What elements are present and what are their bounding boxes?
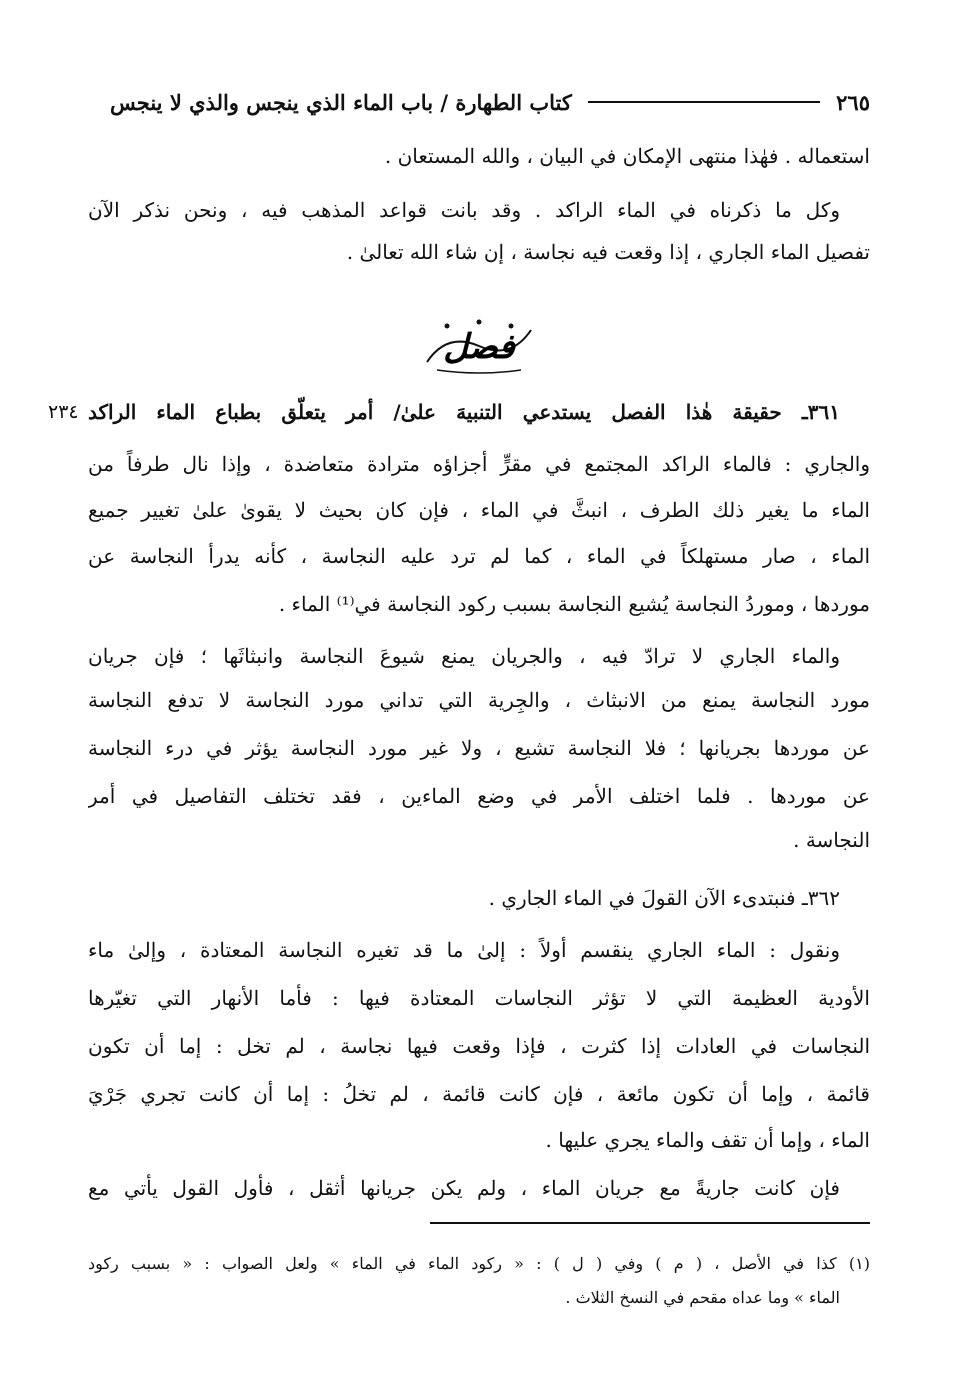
footnote-rule (430, 1222, 870, 1224)
body-line: الماء ، صار مستهلكاً في الماء ، كما لم ترد عليه النجاسة ، كأنه يدرأ النجاسة عن (88, 544, 870, 568)
page-number: ٢٦٥ (836, 89, 870, 115)
body-line: الماء ما يغير ذلك الطرف ، انبثَّ في الماء ، فإن كان بحيث لا يقوىٰ علىٰ تغيير جميع (88, 498, 870, 522)
body-line: الماء ، وإما أن تقف والماء يجري عليها . (545, 1128, 870, 1152)
section-heading: فصل (443, 327, 515, 367)
section-ornament (417, 312, 541, 380)
body-line: تفصيل الماء الجاري ، إذا وقعت فيه نجاسة ، إن شاء الله تعالىٰ . (346, 240, 870, 264)
paragraph-361-line: ٣٦١ـ حقيقة هٰذا الفصل يستدعي التنبيهَ علىٰ/ أمر يتعلّق بطباع الماء الراكد (88, 400, 840, 424)
body-line: والجاري : فالماء الراكد المجتمع في مقرٍّ أجزاؤه مترادة متعاضدة ، وإذا نال طرفاً من (88, 452, 870, 476)
ornament-flourish-icon (417, 312, 541, 380)
body-line: النجاسات في العادات إذا كثرت ، فإذا وقعت فيها نجاسة ، لم تخل : إما أن تكون (88, 1034, 870, 1058)
body-line: النجاسة . (793, 828, 870, 852)
footnote-line: (١) كذا في الأصل ، ( م ) وفي ( ل ) : « ركود الماء في الماء » ولعل الصواب : « بسبب ركود (88, 1254, 870, 1273)
header-title: كتاب الطهارة / باب الماء الذي ينجس والذي لا ينجس (110, 89, 572, 115)
body-line: ونقول : الماء الجاري ينقسم أولاً : إلىٰ ما قد تغيره النجاسة المعتادة ، وإلىٰ ماء (88, 938, 840, 962)
header-rule (588, 101, 820, 103)
body-line: استعماله . فهٰذا منتهى الإمكان في البيان ، والله المستعان . (384, 144, 870, 168)
running-header (110, 84, 870, 120)
body-line: مورد النجاسة يمنع من الانبثاث ، والجِرية التي تداني مورد النجاسة لا تدفع النجاسة (88, 688, 870, 712)
body-line: عن موردها . فلما اختلف الأمر في وضع الماءين ، فقد تختلف التفاصيل في أمر (88, 784, 870, 808)
body-line: وكل ما ذكرناه في الماء الراكد . وقد بانت قواعد المذهب فيه ، ونحن نذكر الآن (88, 198, 840, 222)
margin-number: ٢٣٤ (48, 401, 79, 423)
footnote-line: الماء » وما عداه مقحم في النسخ الثلاث . (565, 1288, 840, 1307)
body-line: عن موردها بجريانها ؛ فلا النجاسة تشيع ، ولا غير مورد النجاسة يؤثر في درء النجاسة (88, 736, 870, 760)
body-line: والماء الجاري لا ترادّ فيه ، والجريان يمنع شيوعَ النجاسة وانبثاثَها ؛ فإن جريان (88, 644, 840, 668)
paragraph-362-line: ٣٦٢ـ فنبتدىء الآن القولَ في الماء الجاري . (488, 886, 840, 910)
body-line: فإن كانت جاريةً مع جريان الماء ، ولم يكن جريانها أثقل ، فأول القول يأتي مع (88, 1176, 840, 1200)
body-line: قائمة ، وإما أن تكون مائعة ، فإن كانت قائمة ، لم تخلُ : إما أن كانت تجري جَرْيَ (88, 1082, 870, 1106)
body-line: الأودية العظيمة التي لا تؤثر النجاسات المعتادة فيها : فأما الأنهار التي تغيّرها (88, 986, 870, 1010)
body-line: موردها ، وموردُ النجاسة يُشيع النجاسة بسبب ركود النجاسة في⁽¹⁾ الماء . (278, 592, 870, 616)
